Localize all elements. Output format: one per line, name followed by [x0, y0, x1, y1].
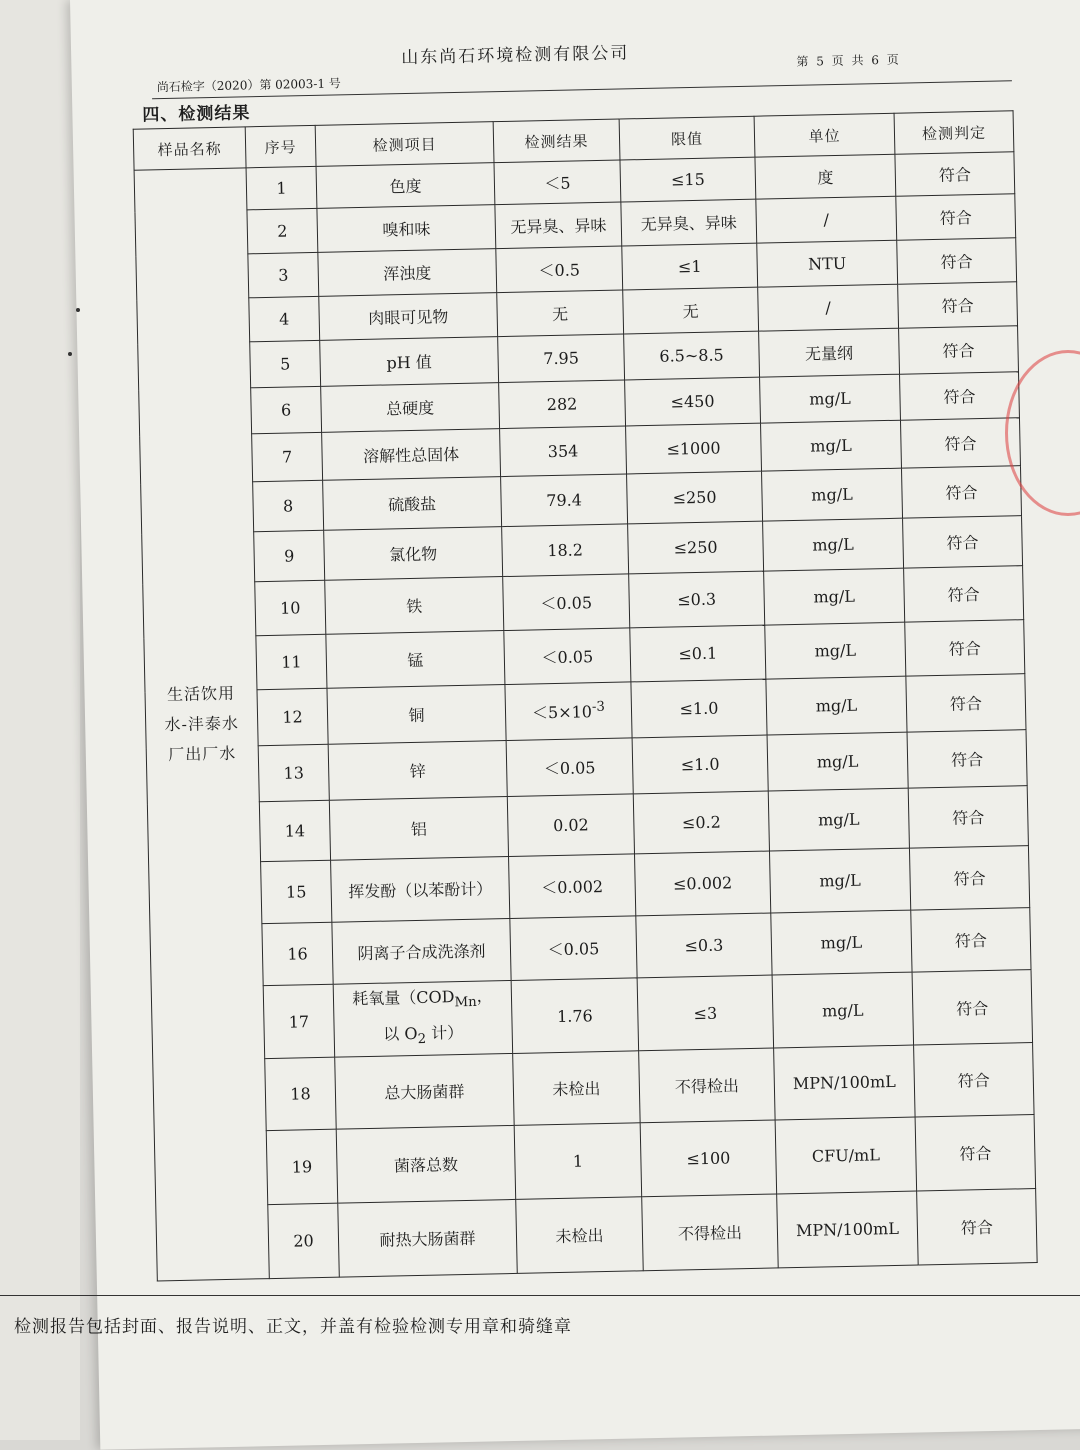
test-result: 354 [500, 426, 627, 477]
limit-value: ≤1.0 [631, 679, 767, 738]
unit: mg/L [772, 972, 914, 1048]
test-item: 挥发酚（以苯酚计） [331, 857, 510, 923]
punch-mark [68, 352, 72, 356]
judgement: 符合 [907, 730, 1027, 788]
judgement: 符合 [896, 194, 1016, 240]
limit-value: ≤0.1 [630, 625, 766, 682]
test-item: 肉眼可见物 [319, 293, 498, 341]
test-item: 铁 [325, 577, 504, 635]
judgement: 符合 [897, 238, 1017, 284]
unit: / [758, 284, 899, 331]
unit: mg/L [766, 676, 907, 735]
test-item: 阴离子合成洗涤剂 [332, 918, 511, 984]
judgement: 符合 [914, 1043, 1034, 1117]
limit-value: ≤1.0 [632, 735, 768, 794]
test-result: ＜0.05 [510, 916, 637, 981]
limit-value: ≤3 [637, 975, 774, 1051]
col-header-unit: 单位 [754, 113, 895, 157]
row-number: 6 [251, 386, 322, 433]
result-superscript: -3 [591, 699, 606, 715]
test-item: 铝 [329, 797, 508, 861]
test-result: 79.4 [501, 474, 628, 527]
test-result: ＜0.002 [509, 854, 636, 919]
test-result: 282 [499, 380, 626, 429]
col-header-item: 检测项目 [315, 122, 494, 167]
unit: MPN/100mL [777, 1191, 919, 1268]
item-subscript: Mn [454, 994, 477, 1011]
judgement: 符合 [903, 516, 1023, 568]
limit-value: ≤450 [625, 377, 761, 426]
row-number: 13 [258, 744, 329, 801]
unit: mg/L [768, 788, 909, 851]
test-result: 0.02 [507, 794, 634, 857]
test-item: 总大肠菌群 [335, 1054, 514, 1130]
col-header-judge: 检测判定 [894, 111, 1014, 154]
sample-name-line: 生活饮用 [166, 683, 236, 705]
test-item: 耐热大肠菌群 [338, 1200, 518, 1278]
judgement: 符合 [898, 282, 1018, 328]
judgement: 符合 [912, 970, 1033, 1046]
report-number: 尚石检字（2020）第 02003-1 号 [156, 76, 341, 95]
test-result: ＜0.05 [506, 738, 633, 797]
row-number: 10 [255, 580, 326, 635]
judgement: 符合 [900, 372, 1020, 420]
limit-value: ≤0.002 [635, 851, 771, 916]
test-item [333, 980, 512, 1057]
limit-value: ≤250 [627, 471, 763, 524]
judgement: 符合 [917, 1189, 1038, 1265]
report-page [70, 0, 1080, 1450]
row-number: 18 [265, 1058, 336, 1131]
judgement: 符合 [899, 326, 1019, 374]
test-item: 总硬度 [321, 383, 500, 433]
sample-name-line: 厂出厂水 [168, 743, 237, 765]
unit: mg/L [761, 420, 902, 471]
test-result: ＜0.05 [503, 574, 630, 631]
unit: / [756, 196, 897, 243]
test-result: 无异臭、异味 [495, 202, 622, 249]
test-item-line [336, 981, 510, 1021]
unit: 度 [755, 154, 896, 199]
limit-value: 无 [623, 287, 759, 334]
unit: NTU [757, 240, 898, 287]
test-item: 锌 [328, 741, 507, 801]
unit: mg/L [762, 468, 903, 521]
test-result: 1 [514, 1123, 642, 1200]
unit: CFU/mL [775, 1117, 917, 1194]
row-number: 15 [261, 860, 332, 923]
row-number: 16 [262, 922, 333, 985]
limit-value: ≤0.3 [629, 571, 765, 628]
test-item: 色度 [316, 163, 495, 209]
sample-name-line: 水-沣泰水 [164, 713, 240, 735]
limit-value: ≤100 [640, 1120, 777, 1197]
test-result: 未检出 [513, 1051, 640, 1126]
results-table [133, 110, 1038, 1282]
result-text: ＜5×10 [531, 702, 593, 723]
test-item-line [336, 1017, 510, 1057]
item-text: 以 O [383, 1024, 418, 1044]
limit-value: 无异臭、异味 [621, 199, 757, 246]
unit: mg/L [771, 910, 912, 975]
limit-value: 不得检出 [642, 1194, 779, 1271]
unit: mg/L [763, 518, 904, 571]
test-item: 溶解性总固体 [322, 429, 501, 481]
limit-value: ≤15 [620, 157, 756, 202]
row-number: 7 [252, 432, 323, 481]
footer-note: 检测报告包括封面、报告说明、正文，并盖有检验检测专用章和骑缝章 [14, 1317, 572, 1337]
test-result: 无 [497, 290, 624, 337]
judgement: 符合 [905, 620, 1025, 676]
judgement: 符合 [900, 418, 1020, 468]
test-result [505, 682, 632, 741]
test-item: 铜 [327, 685, 506, 745]
row-number: 8 [253, 480, 324, 531]
underlying-page [0, 0, 80, 1440]
judgement: 符合 [911, 908, 1031, 972]
col-header-result: 检测结果 [493, 119, 620, 163]
judgement: 符合 [901, 466, 1021, 518]
row-number: 1 [246, 166, 317, 209]
unit: mg/L [767, 732, 908, 791]
col-header-sample: 样品名称 [133, 127, 246, 170]
unit: 无量纲 [759, 328, 900, 377]
row-number: 3 [248, 252, 319, 297]
test-item: pH 值 [320, 337, 499, 387]
test-item: 嗅和味 [317, 205, 496, 253]
test-result: 7.95 [498, 334, 625, 383]
page-indicator: 第 5 页 共 6 页 [796, 52, 901, 69]
limit-value: ≤1000 [626, 423, 762, 474]
limit-value: ≤1 [622, 243, 758, 290]
unit: mg/L [760, 374, 901, 423]
item-text: 计） [425, 1023, 464, 1043]
row-number: 20 [268, 1204, 340, 1279]
row-number: 14 [259, 800, 330, 861]
test-result: 1.76 [511, 978, 639, 1054]
col-header-limit: 限值 [619, 116, 755, 160]
row-number: 4 [249, 296, 320, 341]
test-result: 18.2 [502, 524, 629, 577]
test-item: 硫酸盐 [323, 477, 502, 531]
unit: mg/L [769, 848, 910, 913]
unit: mg/L [765, 622, 906, 679]
item-text: 耗氧量（COD [352, 987, 455, 1009]
limit-value: ≤0.3 [636, 913, 772, 978]
test-result: ＜0.05 [504, 628, 631, 685]
row-number: 12 [257, 688, 328, 745]
row-number: 19 [266, 1130, 338, 1205]
test-item: 浑浊度 [318, 249, 497, 297]
row-number: 9 [254, 530, 325, 581]
section-title: 四、检测结果 [142, 103, 251, 126]
test-result: ＜0.5 [496, 246, 623, 293]
punch-mark [76, 308, 80, 312]
item-subscript: 2 [417, 1032, 427, 1048]
row-number: 2 [247, 208, 318, 253]
row-number: 17 [263, 984, 335, 1059]
test-item: 锰 [326, 631, 505, 689]
footer-divider [0, 1295, 1080, 1296]
row-number: 5 [250, 340, 321, 387]
judgement: 符合 [895, 152, 1015, 196]
judgement: 符合 [906, 674, 1026, 732]
judgement: 符合 [909, 846, 1029, 910]
row-number: 11 [256, 634, 327, 689]
limit-value: ≤0.2 [633, 791, 769, 854]
item-text: ， [476, 986, 493, 1006]
company-name: 山东尚石环境检测有限公司 [401, 43, 630, 69]
test-item: 氯化物 [324, 527, 503, 581]
judgement: 符合 [915, 1115, 1036, 1191]
limit-value: ≤250 [628, 521, 764, 574]
judgement: 符合 [908, 786, 1028, 848]
test-result: ＜5 [494, 160, 621, 205]
test-item: 菌落总数 [336, 1126, 516, 1204]
limit-value: 6.5~8.5 [624, 331, 760, 380]
limit-value: 不得检出 [639, 1048, 775, 1123]
unit: MPN/100mL [774, 1045, 915, 1120]
col-header-no: 序号 [245, 125, 316, 167]
unit: mg/L [764, 568, 905, 625]
judgement: 符合 [904, 566, 1024, 622]
test-result: 未检出 [516, 1197, 644, 1274]
